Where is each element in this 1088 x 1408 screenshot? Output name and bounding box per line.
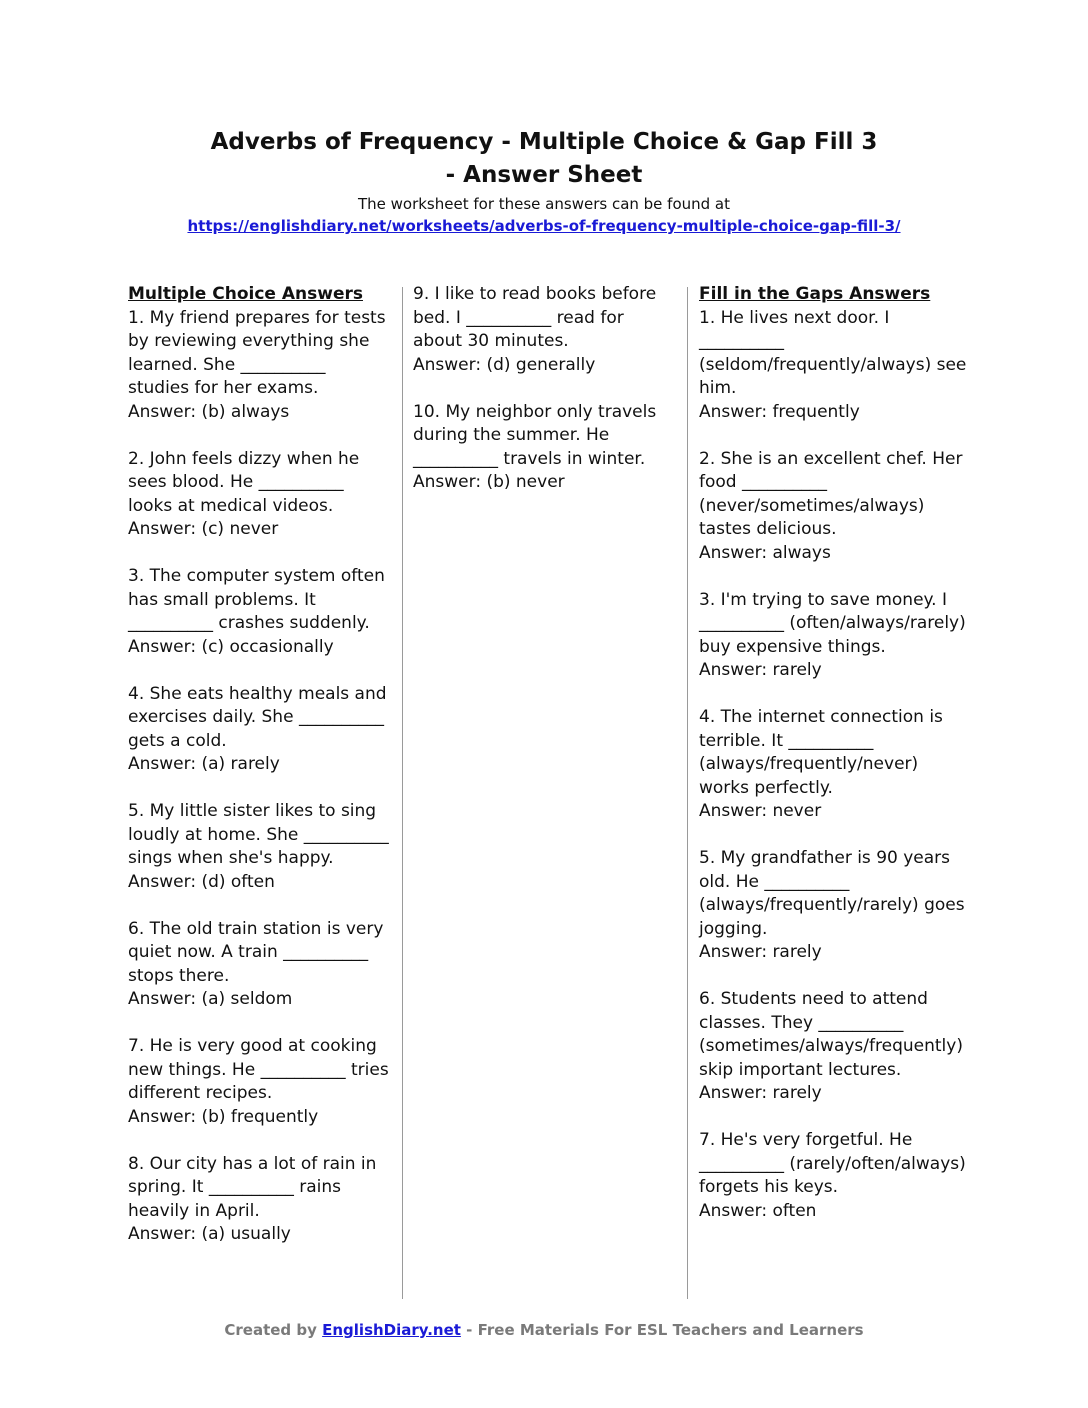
mc-question-9 — [413, 283, 675, 377]
question-text: 2. John feels dizzy when he sees blood. He __________ looks at medical videos. — [128, 448, 360, 516]
question-text: 7. He is very good at cooking new things. He __________ tries different recipes. — [128, 1036, 389, 1103]
question-text: 7. He's very forgetful. He __________ (rarely/often/always) forgets his keys. — [699, 1130, 966, 1197]
gap-question-5 — [699, 847, 967, 965]
question-text: 6. Students need to attend classes. They __________ (sometimes/always/frequently) skip important lectures. — [699, 989, 963, 1080]
answer-text: Answer: often — [699, 1200, 817, 1221]
mc-question-3 — [128, 565, 390, 659]
answer-text: Answer: always — [699, 542, 831, 563]
question-text: 3. I'm trying to save money. I __________ (often/always/rarely) buy expensive things. — [699, 589, 966, 657]
page-title-line-2: - Answer Sheet — [445, 162, 643, 188]
gap-question-3 — [699, 589, 967, 683]
question-text: 1. He lives next door. I __________ (seldom/frequently/always) see him. — [699, 307, 967, 398]
mc-question-6 — [128, 918, 390, 1012]
worksheet-link[interactable]: https://englishdiary.net/worksheets/adverbs-of-frequency-multiple-choice-gap-fill-3/ — [187, 217, 901, 235]
gap-question-2 — [699, 448, 967, 566]
answer-text: Answer: rarely — [699, 942, 822, 962]
question-text: 4. The internet connection is terrible. It __________ (always/frequently/never) works perfectly. — [699, 707, 943, 798]
mc-question-4 — [128, 683, 390, 777]
mc-question-8 — [128, 1153, 390, 1247]
footer-brand-link[interactable]: EnglishDiary.net — [322, 1321, 461, 1339]
footer-prefix: Created by — [224, 1321, 323, 1339]
gap-question-7 — [699, 1129, 967, 1223]
question-text: 10. My neighbor only travels during the summer. He __________ travels in winter. — [413, 401, 657, 469]
multiple-choice-heading: Multiple Choice Answers — [128, 284, 363, 304]
answer-text: Answer: never — [699, 801, 822, 821]
answer-text: Answer: (d) often — [128, 871, 275, 892]
question-text: 2. She is an excellent chef. Her food __________ (never/sometimes/always) tastes delicious. — [699, 448, 963, 539]
answer-text: Answer: rarely — [699, 660, 822, 680]
gap-question-1 — [699, 307, 967, 425]
mc-question-5 — [128, 800, 390, 894]
question-text: 9. I like to read books before bed. I __________ read for about 30 minutes. — [413, 284, 657, 351]
intro-text: The worksheet for these answers can be found at — [357, 195, 731, 213]
question-text: 5. My grandfather is 90 years old. He __________ (always/frequently/rarely) goes jogging. — [699, 848, 965, 939]
answer-text: Answer: (c) occasionally — [128, 636, 334, 657]
column-2 — [413, 283, 675, 495]
column-divider-2 — [687, 287, 688, 1299]
question-text: 3. The computer system often has small problems. It __________ crashes suddenly. — [128, 566, 385, 633]
answer-text: Answer: (a) rarely — [128, 754, 280, 774]
mc-question-7 — [128, 1035, 390, 1129]
column-3 — [699, 283, 967, 1223]
footer-suffix: - Free Materials For ESL Teachers and Learners — [460, 1321, 864, 1339]
question-text: 5. My little sister likes to sing loudly at home. She __________ sings when she's happy. — [128, 801, 389, 868]
answer-text: Answer: (a) seldom — [128, 989, 293, 1009]
column-1 — [128, 283, 390, 1247]
mc-question-1 — [128, 307, 390, 425]
question-text: 6. The old train station is very quiet now. A train __________ stops there. — [128, 918, 384, 986]
page-title-line-1: Adverbs of Frequency - Multiple Choice & Gap Fill 3 — [210, 129, 878, 155]
page-title — [0, 126, 1088, 192]
question-text: 8. Our city has a lot of rain in spring. It __________ rains heavily in April. — [128, 1153, 377, 1221]
mc-question-10 — [413, 401, 675, 495]
answer-text: Answer: frequently — [699, 401, 860, 422]
page-header — [0, 126, 1088, 237]
answer-text: Answer: (b) always — [128, 401, 290, 422]
page-footer — [0, 1321, 1088, 1339]
question-text: 4. She eats healthy meals and exercises daily. She __________ gets a cold. — [128, 683, 387, 751]
answer-text: Answer: (d) generally — [413, 354, 596, 375]
fill-gaps-heading: Fill in the Gaps Answers — [699, 284, 931, 304]
gap-question-4 — [699, 706, 967, 824]
answer-text: Answer: (b) frequently — [128, 1106, 319, 1127]
gap-question-6 — [699, 988, 967, 1106]
question-text: 1. My friend prepares for tests by reviewing everything she learned. She __________ studies for her exams. — [128, 307, 386, 398]
answer-text: Answer: (b) never — [413, 472, 565, 492]
column-divider-1 — [402, 287, 403, 1299]
mc-question-2 — [128, 448, 390, 542]
answer-text: Answer: (a) usually — [128, 1224, 291, 1244]
answer-text: Answer: rarely — [699, 1083, 822, 1103]
answer-text: Answer: (c) never — [128, 519, 279, 539]
